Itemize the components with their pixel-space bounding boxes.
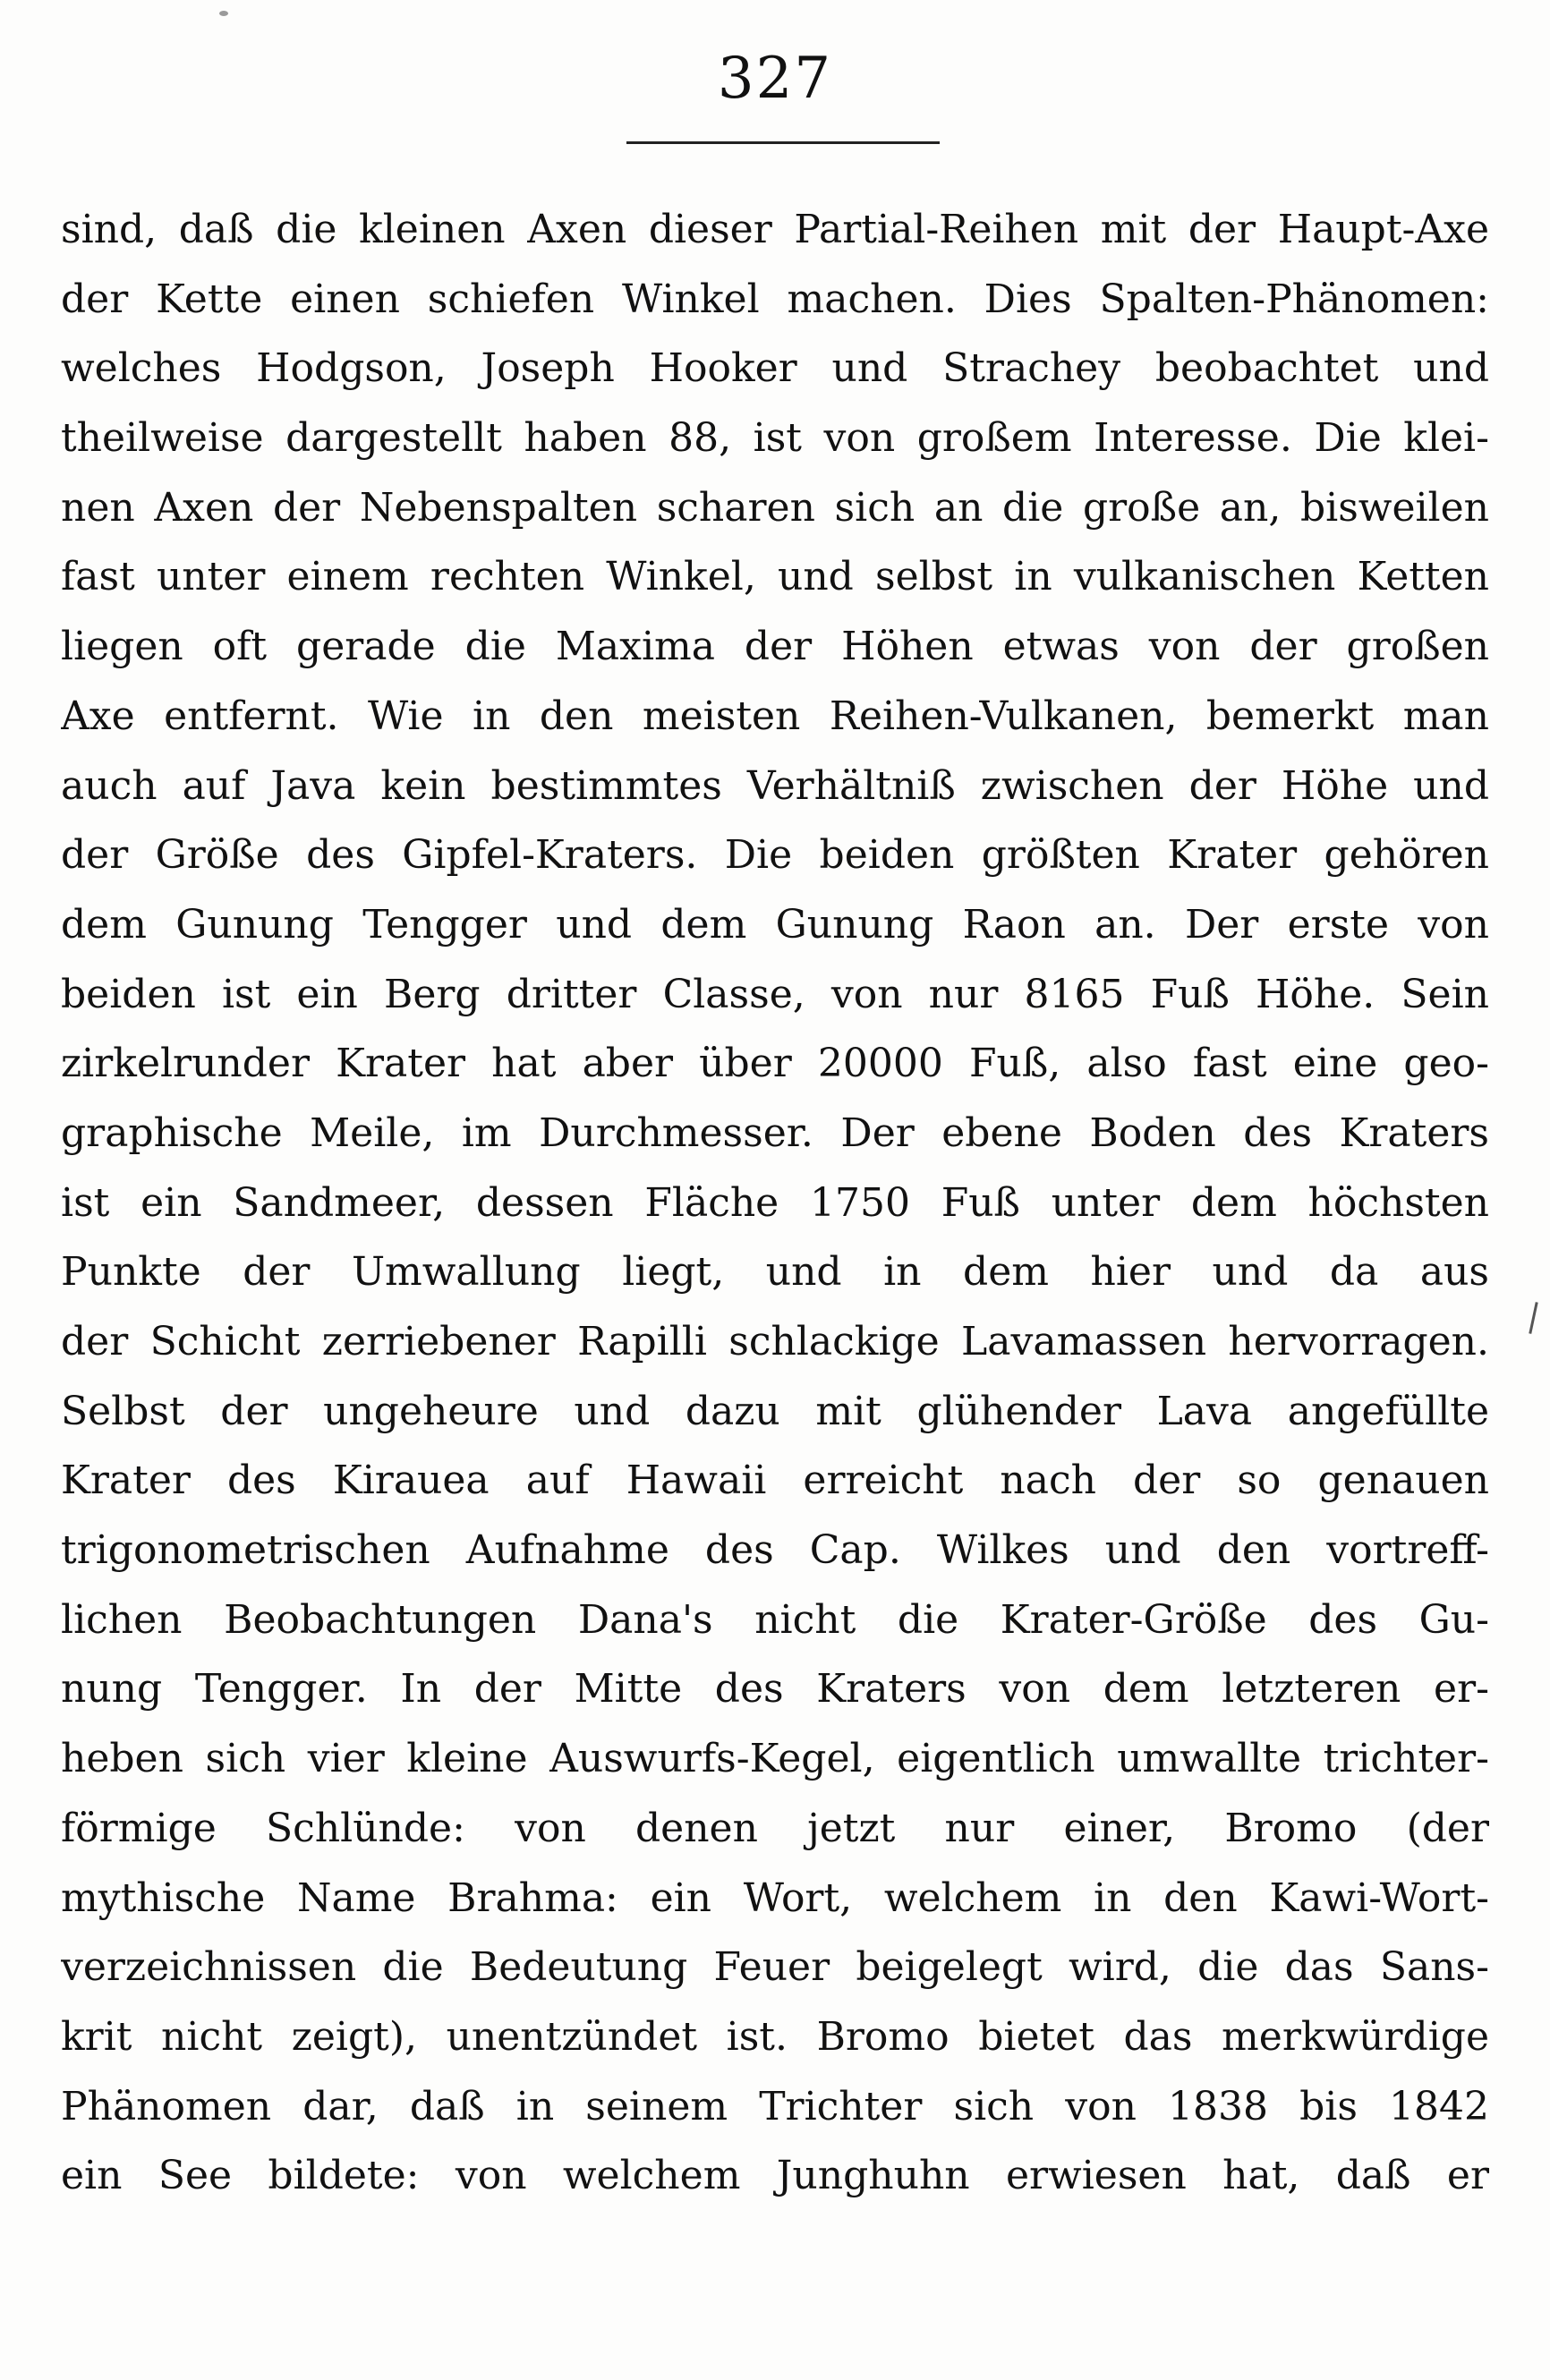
text-line: Axe entfernt. Wie in den meisten Reihen-Vulkanen, bemerkt man (61, 693, 1489, 739)
text-line: beiden ist ein Berg dritter Classe, von nur 8165 Fuß Höhe. Sein (61, 971, 1489, 1017)
text-line: nen Axen der Nebenspalten scharen sich an die große an, bisweilen (61, 484, 1489, 531)
text-line: Punkte der Umwallung liegt, und in dem hier und da aus (61, 1249, 1489, 1296)
margin-mark (1529, 1302, 1537, 1334)
text-line: dem Gunung Tengger und dem Gunung Raon an. Der erste von (61, 901, 1489, 948)
text-line: theilweise dargestellt haben 88, ist von großem Interesse. Die klei- (61, 415, 1489, 462)
text-line: ist ein Sandmeer, dessen Fläche 1750 Fuß unter dem höchsten (61, 1179, 1489, 1226)
text-line: Phänomen dar, daß in seinem Trichter sich von 1838 bis 1842 (61, 2083, 1489, 2129)
text-line: förmige Schlünde: von denen jetzt nur einer, Bromo (der (61, 1805, 1489, 1851)
text-line: Selbst der ungeheure und dazu mit glühender Lava angefüllte (61, 1388, 1489, 1434)
header-rule (626, 141, 940, 144)
text-line: liegen oft gerade die Maxima der Höhen etwas von der großen (61, 624, 1489, 670)
text-line: krit nicht zeigt), unentzündet ist. Bromo bietet das merkwürdige (61, 2013, 1489, 2060)
text-line: welches Hodgson, Joseph Hooker und Strachey beobachtet und (61, 345, 1489, 392)
text-line: der Kette einen schiefen Winkel machen. Dies Spalten-Phänomen: (61, 276, 1489, 322)
text-line: verzeichnissen die Bedeutung Feuer beigelegt wird, die das Sans- (61, 1944, 1489, 1991)
text-line: graphische Meile, im Durchmesser. Der ebene Boden des Kraters (61, 1109, 1489, 1156)
paper-speck (219, 11, 228, 16)
text-line: sind, daß die kleinen Axen dieser Partial-Reihen mit der Haupt-Axe (61, 207, 1489, 252)
text-line: nung Tengger. In der Mitte des Kraters von dem letzteren er- (61, 1666, 1489, 1713)
text-line: ein See bildete: von welchem Junghuhn erwiesen hat, daß er (61, 2153, 1489, 2199)
text-line: fast unter einem rechten Winkel, und selbst in vulkanischen Ketten (61, 554, 1489, 600)
text-line: der Schicht zerriebener Rapilli schlackige Lavamassen hervorragen. (61, 1319, 1489, 1364)
text-line: trigonometrischen Aufnahme des Cap. Wilkes und den vortreff- (61, 1527, 1489, 1574)
text-line: der Größe des Gipfel-Kraters. Die beiden größten Krater gehören (61, 832, 1489, 879)
text-line: heben sich vier kleine Auswurfs-Kegel, eigentlich umwallte trichter- (61, 1736, 1489, 1782)
body-text (61, 195, 1489, 2211)
text-line: mythische Name Brahma: ein Wort, welchem in den Kawi-Wort- (61, 1874, 1489, 1921)
page-number: 327 (717, 46, 833, 112)
text-line: zirkelrunder Krater hat aber über 20000 Fuß, also fast eine geo- (61, 1041, 1489, 1087)
text-line: Krater des Kirauea auf Hawaii erreicht nach der so genauen (61, 1458, 1489, 1504)
text-line: lichen Beobachtungen Dana's nicht die Krater-Größe des Gu- (61, 1596, 1489, 1643)
text-line: auch auf Java kein bestimmtes Verhältniß zwischen der Höhe und (61, 762, 1489, 809)
